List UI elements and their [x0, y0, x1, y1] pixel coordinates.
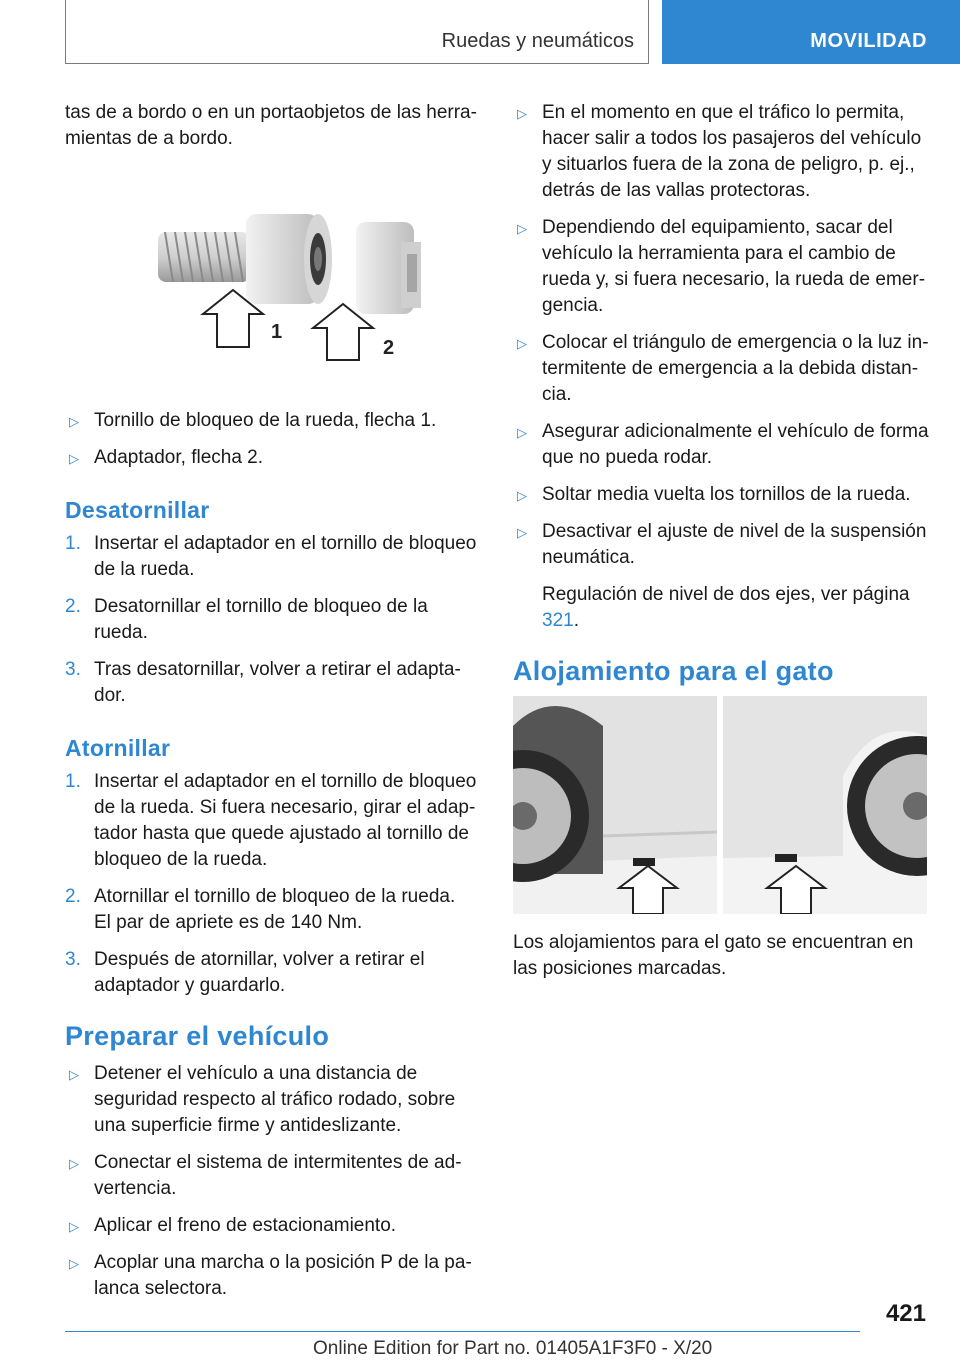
list-item-text: Detener el vehículo a una distancia de seguridad respecto al tráfico rodado, sobre una superficie firme y antideslizante.: [94, 1063, 456, 1136]
list-item: [65, 1250, 477, 1302]
bolt-head: [246, 214, 332, 304]
triangle-bullet-icon: ▷: [69, 1156, 79, 1171]
list-item-text: Desactivar el ajuste de nivel de la suspensión neumática.: [542, 521, 927, 568]
lock-bolt-illustration: [121, 192, 421, 382]
step-item: [65, 947, 477, 999]
triangle-bullet-icon: ▷: [69, 1219, 79, 1234]
list-item: [65, 445, 477, 471]
jack-points-illustration: [513, 696, 927, 914]
heading-atornillar: Atornillar: [65, 735, 171, 761]
step-text: Insertar el adaptador en el tornillo de bloqueo de la rueda. Si fuera necesario, girar el adaptador hasta que quede ajustado al tornillo de bloqueo de la rueda.: [94, 771, 477, 870]
car-rear-panel: [723, 696, 927, 914]
step-item: [65, 884, 477, 936]
list-item: [65, 1213, 477, 1239]
heading-desatornillar: Desatornillar: [65, 497, 210, 523]
jack-points-caption: Los alojamientos para el gato se encuentran en las posiciones marcadas.: [513, 932, 914, 979]
step-number: 1.: [65, 771, 81, 792]
left-column: [65, 100, 477, 1313]
triangle-bullet-icon: ▷: [69, 1256, 79, 1271]
note-suffix: .: [573, 610, 579, 631]
triangle-bullet-icon: ▷: [517, 336, 527, 351]
list-item: [513, 419, 929, 471]
list-item: [65, 408, 477, 434]
svg-text:2: 2: [383, 337, 395, 359]
note-text: Regulación de nivel de dos ejes, ver página: [542, 584, 910, 605]
section-title-box: [65, 0, 649, 64]
adapter: [356, 222, 421, 314]
list-item: [513, 519, 929, 571]
list-item-text: Conectar el sistema de intermitentes de advertencia.: [94, 1152, 462, 1199]
triangle-bullet-icon: ▷: [69, 451, 79, 466]
bolt-thread: [158, 232, 250, 282]
list-item: [513, 482, 929, 508]
triangle-bullet-icon: ▷: [517, 221, 527, 236]
list-item: [65, 1150, 477, 1202]
section-title: Ruedas y neumáticos: [441, 30, 634, 52]
step-number: 3.: [65, 949, 81, 970]
list-item-text: Aplicar el freno de estacionamiento.: [94, 1215, 397, 1236]
triangle-bullet-icon: ▷: [69, 414, 79, 429]
step-item: [65, 769, 477, 873]
triangle-bullet-icon: ▷: [517, 425, 527, 440]
list-item-text: En el momento en que el tráfico lo permita, hacer salir a todos los pasajeros del vehículo y situarlos fuera de la zona de peligro, p. ej., detrás de las vallas protectoras.: [542, 102, 922, 201]
page-header: [0, 0, 960, 66]
page-link[interactable]: 321: [542, 610, 574, 631]
step-text: Atornillar el tornillo de bloqueo de la rueda. El par de apriete es de 140 Nm.: [94, 886, 456, 933]
step-number: 2.: [65, 596, 81, 617]
edition-info: Online Edition for Part no. 01405A1F3F0 - X/20: [313, 1338, 713, 1359]
list-item: [513, 215, 929, 319]
list-item-text: Tornillo de bloqueo de la rueda, flecha 1.: [94, 410, 437, 431]
step-text: Insertar el adaptador en el tornillo de bloqueo de la rueda.: [94, 533, 477, 580]
chapter-title: MOVILIDAD: [810, 30, 927, 52]
cross-reference-note: [513, 582, 929, 634]
step-item: [65, 657, 477, 709]
list-item-text: Colocar el triángulo de emergencia o la luz intermitente de emergencia a la debida distancia.: [542, 332, 929, 405]
list-item: [513, 330, 929, 408]
heading-alojamiento: Alojamiento para el gato: [513, 656, 834, 686]
list-item: [65, 1061, 477, 1139]
triangle-bullet-icon: ▷: [69, 1067, 79, 1082]
step-text: Después de atornillar, volver a retirar el adaptador y guardarlo.: [94, 949, 425, 996]
step-item: [65, 531, 477, 583]
intro-paragraph: tas de a bordo o en un portaobjetos de las herramientas de a bordo.: [65, 102, 477, 149]
step-item: [65, 594, 477, 646]
step-number: 2.: [65, 886, 81, 907]
svg-text:1: 1: [271, 321, 283, 343]
page-number: 421: [885, 1300, 926, 1327]
heading-preparar: Preparar el vehículo: [65, 1021, 330, 1051]
list-item-text: Asegurar adicionalmente el vehículo de forma que no pueda rodar.: [542, 421, 929, 468]
triangle-bullet-icon: ▷: [517, 488, 527, 503]
triangle-bullet-icon: ▷: [517, 106, 527, 121]
footer-divider: [65, 1331, 860, 1332]
chapter-tab: [662, 0, 960, 64]
list-item: [513, 100, 929, 204]
car-front-panel: [513, 696, 717, 914]
step-text: Desatornillar el tornillo de bloqueo de la rueda.: [94, 596, 428, 643]
list-item-text: Dependiendo del equipamiento, sacar del vehículo la herramienta para el cambio de rueda y, si fuera necesario, la rueda de emergencia.: [542, 217, 926, 316]
step-text: Tras desatornillar, volver a retirar el adaptador.: [94, 659, 461, 706]
step-number: 3.: [65, 659, 81, 680]
list-item-text: Soltar media vuelta los tornillos de la rueda.: [542, 484, 911, 505]
triangle-bullet-icon: ▷: [517, 525, 527, 540]
list-item-text: Adaptador, flecha 2.: [94, 447, 264, 468]
step-number: 1.: [65, 533, 81, 554]
right-column: [513, 100, 929, 982]
list-item-text: Acoplar una marcha o la posición P de la palanca selectora.: [94, 1252, 472, 1299]
